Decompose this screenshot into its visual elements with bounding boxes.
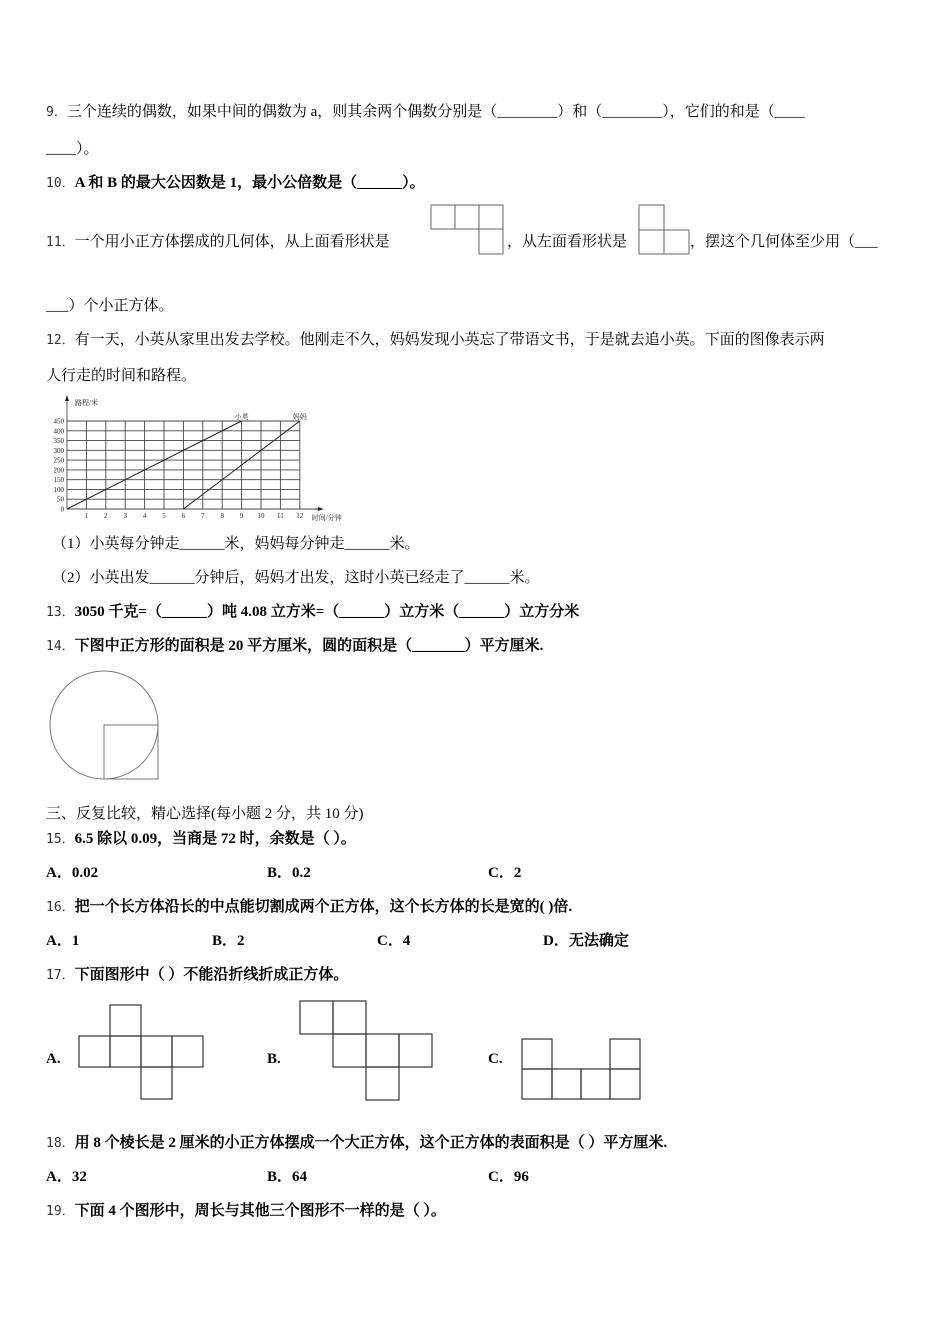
option-label: C． [488,1169,514,1185]
option-value: 1 [71,933,80,949]
question-11-part3 [690,232,878,252]
svg-text:12: 12 [296,512,304,520]
question-number: 17． [46,968,75,983]
svg-text:3: 3 [123,512,127,520]
question-number: 15． [46,832,75,847]
option-label: C. [488,1051,503,1067]
svg-text:路程/米: 路程/米 [75,399,98,407]
option-label: A． [46,865,72,881]
q15-option-b[interactable] [267,863,311,883]
question-11 [46,232,390,253]
section-3-title [46,804,364,824]
svg-text:2: 2 [104,512,108,520]
svg-text:50: 50 [57,495,64,504]
question-text: ____）。 [46,141,99,157]
q16-option-d[interactable] [543,931,629,951]
question-number: 14． [46,639,75,654]
left-view-figure [638,204,692,256]
question-18 [46,1133,667,1154]
svg-text:5: 5 [162,512,166,520]
svg-text:11: 11 [277,512,284,520]
svg-text:200: 200 [53,466,64,475]
question-number: 11． [46,235,75,250]
q16-option-b[interactable] [212,931,245,951]
svg-text:4: 4 [142,512,147,520]
svg-text:400: 400 [53,427,64,436]
question-13 [46,602,579,623]
q17-net-c[interactable] [521,1038,643,1102]
option-value: 64 [292,1169,308,1185]
question-number: 13． [46,605,75,620]
question-text: 把一个长方体沿长的中点能切割成两个正方体，这个长方体的长是宽的( )倍. [74,899,573,915]
option-label: B. [267,1051,281,1067]
option-label: A. [46,1051,61,1067]
svg-text:10: 10 [257,512,265,520]
question-19 [46,1201,446,1222]
question-number: 19． [46,1204,75,1219]
question-number: 18． [46,1136,75,1151]
question-text: ，摆这个几何体至少用（___ [690,234,878,250]
question-12-sub-1 [52,534,420,554]
question-9-continued [46,139,99,159]
q15-option-c[interactable] [488,863,521,883]
question-text: 人行走的时间和路程。 [46,368,197,384]
question-text: 一个用小正方体摆成的几何体，从上面看形状是 [74,234,390,250]
question-text: 下图中正方形的面积是 20 平方厘米，圆的面积是（_______）平方厘米. [74,638,544,654]
option-label: B． [267,1169,293,1185]
question-number: 16． [46,900,75,915]
question-text: 6.5 除以 0.09，当商是 72 时，余数是（ ）。 [74,831,356,847]
top-view-figure [430,204,506,256]
circle-square-figure [44,668,164,784]
question-text: A 和 B 的最大公因数是 1，最小公倍数是（______）。 [74,175,425,191]
question-14 [46,636,543,657]
option-value: 0.2 [292,865,311,881]
question-text: 有一天，小英从家里出发去学校。他刚走不久，妈妈发现小英忘了带语文书，于是就去追小英。下面的图像表示两 [74,332,825,348]
q17-option-a-label[interactable] [46,1049,61,1069]
svg-text:0: 0 [60,505,64,514]
svg-text:7: 7 [201,512,205,520]
option-value: 2 [237,933,245,949]
question-12-continued [46,366,196,386]
q18-option-c[interactable] [488,1167,529,1187]
svg-text:妈妈: 妈妈 [292,413,307,421]
q17-net-b[interactable] [299,1000,434,1102]
option-label: C． [488,865,514,881]
section-title: 三、反复比较，精心选择(每小题 2 分，共 10 分) [46,806,364,822]
svg-text:300: 300 [53,446,64,455]
option-label: A． [46,1169,72,1185]
question-17 [46,965,348,986]
q16-option-c[interactable] [377,931,410,951]
question-text: （1）小英每分钟走______米，妈妈每分钟走______米。 [52,536,420,552]
q17-option-c-label[interactable] [488,1049,503,1069]
option-label: B． [267,865,293,881]
option-value: 无法确定 [568,933,629,949]
q15-option-a[interactable] [46,863,98,883]
question-number: 10． [46,176,75,191]
question-12 [46,330,825,351]
option-label: D． [543,933,569,949]
option-value: 96 [513,1169,529,1185]
question-16 [46,897,572,918]
question-text: ___）个小正方体。 [46,298,174,314]
svg-text:350: 350 [53,437,64,446]
svg-text:450: 450 [53,417,64,426]
question-10 [46,173,425,194]
question-text: 下面图形中（ ）不能沿折线折成正方体。 [74,967,349,983]
question-11-part2 [507,232,627,252]
q16-option-a[interactable] [46,931,79,951]
option-value: 2 [513,865,522,881]
question-11-continued [46,296,174,316]
option-value: 0.02 [71,865,99,881]
svg-text:9: 9 [239,512,244,520]
question-number: 12． [46,333,75,348]
question-text: ，从左面看形状是 [507,234,628,250]
svg-text:8: 8 [220,512,224,520]
question-12-sub-2 [52,568,540,588]
q17-option-b-label[interactable] [267,1049,281,1069]
distance-time-chart [40,395,360,525]
q18-option-a[interactable] [46,1167,87,1187]
question-15 [46,829,356,850]
question-9 [46,102,805,123]
svg-text:100: 100 [53,485,64,494]
question-text: 用 8 个棱长是 2 厘米的小正方体摆成一个大正方体，这个正方体的表面积是（ ）平方厘米. [74,1135,668,1151]
svg-text:小英: 小英 [234,413,249,421]
option-label: B． [212,933,238,949]
question-text: （2）小英出发______分钟后，妈妈才出发，这时小英已经走了______米。 [52,570,540,586]
q18-option-b[interactable] [267,1167,307,1187]
option-value: 4 [402,933,411,949]
option-value: 32 [71,1169,87,1185]
svg-text:250: 250 [53,456,64,465]
svg-text:时间/分钟: 时间/分钟 [311,514,342,522]
question-text: 三个连续的偶数，如果中间的偶数为 a，则其余两个偶数分别是（________）和（________），它们的和是（____ [66,104,805,120]
svg-text:1: 1 [84,512,89,520]
question-text: 3050 千克=（______）吨 4.08 立方米=（______）立方米（______）立方分米 [74,604,580,620]
svg-text:150: 150 [53,476,64,485]
question-text: 下面 4 个图形中，周长与其他三个图形不一样的是（ ）。 [74,1203,446,1219]
question-number: 9． [46,105,67,120]
option-label: A． [46,933,72,949]
svg-text:6: 6 [181,512,186,520]
q17-net-a[interactable] [78,1004,208,1104]
option-label: C． [377,933,403,949]
